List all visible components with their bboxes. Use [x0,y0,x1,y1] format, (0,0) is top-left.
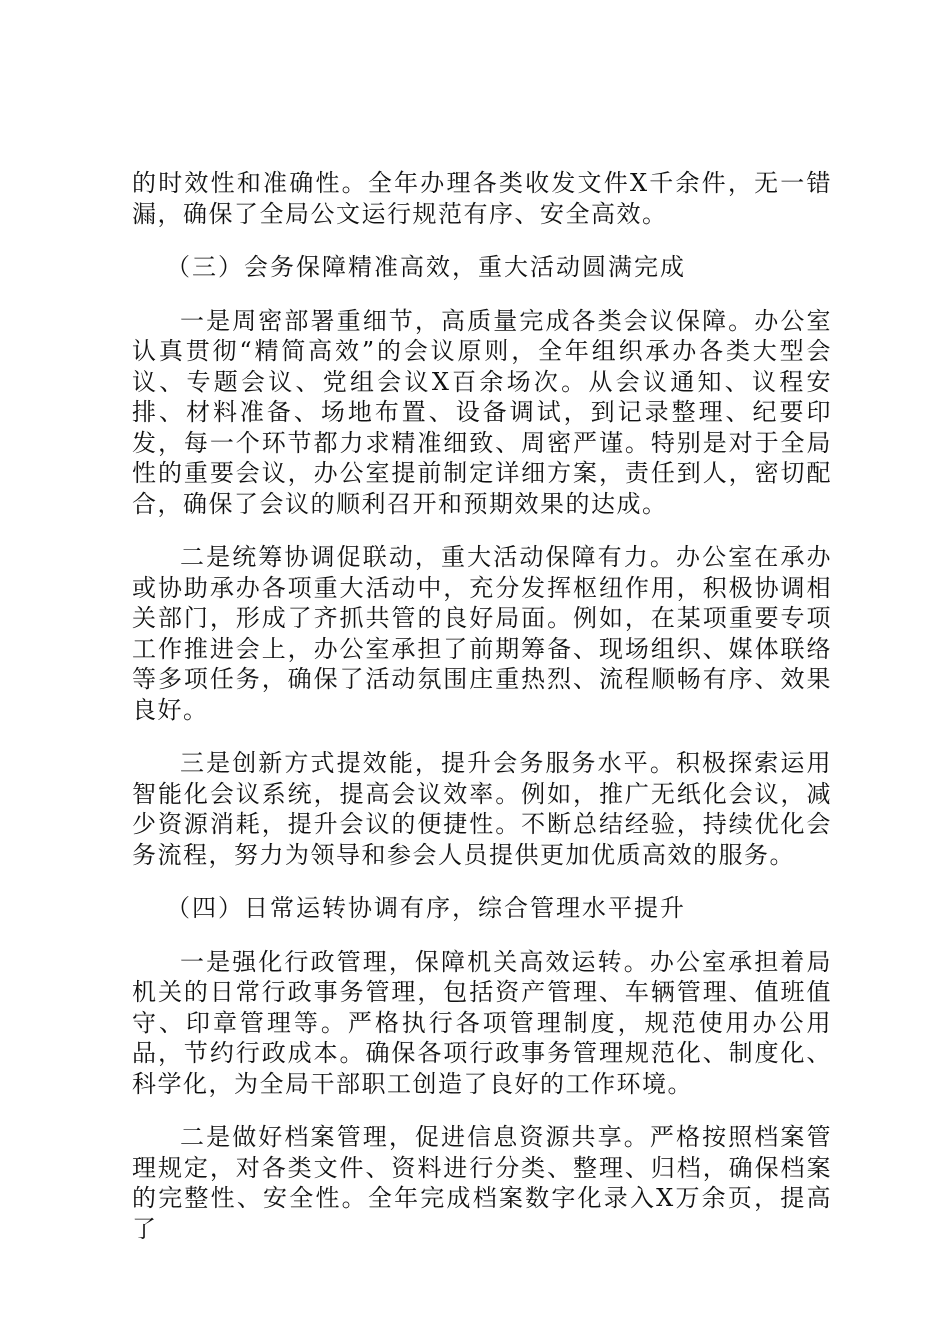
section-heading-3: （三）会务保障精准高效，重大活动圆满完成 [166,253,686,281]
body-paragraph-4: 一是强化行政管理，保障机关高效运转。办公室承担着局机关的日常行政事务管理，包括资产管理、车辆管理、值班值守、印章管理等。严格执行各项管理制度，规范使用办公用品，节约行政成本。确保各项行政事务管理规范化、制度化、科学化，为全局干部职工创造了良好的工作环境。 [132,947,832,1098]
body-paragraph-3: 三是创新方式提效能，提升会务服务水平。积极探索运用智能化会议系统，提高会议效率。例如，推广无纸化会议，减少资源消耗，提升会议的便捷性。不断总结经验，持续优化会务流程，努力为领导和参会人员提供更加优质高效的服务。 [132,749,832,869]
continuation-paragraph: 的时效性和准确性。全年办理各类收发文件X千余件，无一错漏，确保了全局公文运行规范有序、安全高效。 [132,169,832,228]
body-paragraph-1: 一是周密部署重细节，高质量完成各类会议保障。办公室认真贯彻“精简高效”的会议原则，全年组织承办各类大型会议、专题会议、党组会议X百余场次。从会议通知、议程安排、材料准备、场地布置、设备调试，到记录整理、纪要印发，每一个环节都力求精准细致、周密严谨。特别是对于全局性的重要会议，办公室提前制定详细方案，责任到人，密切配合，确保了会议的顺利召开和预期效果的达成。 [132,306,832,518]
body-paragraph-2: 二是统筹协调促联动，重大活动保障有力。办公室在承办或协助承办各项重大活动中，充分发挥枢纽作用，积极协调相关部门，形成了齐抓共管的良好局面。例如，在某项重要专项工作推进会上，办公室承担了前期筹备、现场组织、媒体联络等多项任务，确保了活动氛围庄重热烈、流程顺畅有序、效果良好。 [132,543,832,724]
document-page [132,168,832,1244]
body-paragraph-5: 二是做好档案管理，促进信息资源共享。严格按照档案管理规定，对各类文件、资料进行分类、整理、归档，确保档案的完整性、安全性。全年完成档案数字化录入X万余页，提高了 [132,1123,832,1243]
section-heading-4: （四）日常运转协调有序，综合管理水平提升 [166,894,686,922]
